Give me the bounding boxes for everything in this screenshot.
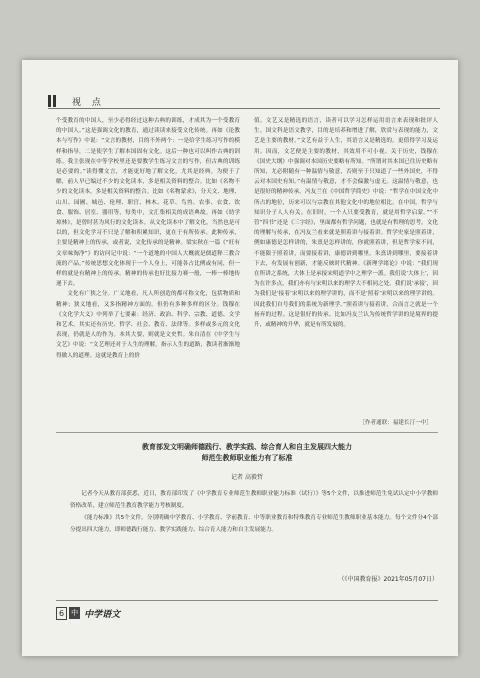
header-rule [48,108,440,109]
page-number: 6 [56,607,67,620]
news-title [56,442,438,464]
news-source: （《中国教育报》2021年05月07日） [338,576,438,583]
page-footer [56,606,120,620]
right-paragraph: 值。文艺又是精选的语言，读者可以学习怎样运用语言来表现和批评人生。国文科是语文教学，目的是培养和增进了解，欣赏与表现的能力，文艺是主要的教材。”文艺有益于人生，其语言又是精选的，更值得学习及运用。因而，文艺便是主要的教材，其效用不可小视。关于历史，钱穆在《国史大纲》中强调对本国历史要略有所知。“所谓对其本国已往历史略有所知，尤必附随有一种温情与敬意，否则至于只知道了一些外国史，不得云对本国史有知。”有温情与敬意，才不会偏激与虚无。这温情与敬意，也是很好的精神传承。冯友兰在《中国哲学简史》中说：“哲学在中国文化中所占的地位，历来可以与宗教在其他文化中的地位相比。在中国，哲学与知识分子人人有关。在旧时，一个人只要受教育，就是用哲学启蒙。”“不管”四书”还是《三字经》，里面都有哲学问题，也就是有哲理的思考。文化的理解与传承，在冯友兰看来就是照着讲与接着讲。哲学史家是照着讲，例如康德是怎样讲的，朱熹是怎样讲的，你就照着讲，但是哲学家不同，不能限于照着讲，而要接着讲，康德讲到哪里，朱熹讲到哪里，要接着讲下去，有发展有创新，才能反映时代精神。《新理学绪论》中说：“我们现在所讲之系统，大体上是承接宋明道学中之理学一派。我们说‘大体上’，因为在许多点，我们亦有与宋明以来的理学大不相同之处。我们说‘承接’，因为我们是‘接着’宋明以来的理学讲的，而不是‘照着’宋明以来的理学讲的。因此我们自号我们的系统为新理学。”照着讲与接着讲，合而言之就是一个扬弃的过程。这是很好的传承。比如冯友兰认为传统哲学讲的是境界的提升，或精神的升华，就是有所发展的。 [254,118,438,329]
left-column [56,116,240,406]
header-marker [48,95,51,107]
news-paragraph: 记者今天从教育部获悉，近日，教育部印发了《中学教育专业师范生教师职业能力标准（试行）》等5个文件，以推进师范生免试认定中小学教师资格改革，建立师范生教育教学能力考核制度。 [70,491,438,509]
news-reporter: 记者 高毅哲 [231,474,263,481]
author-contact: ［作者通联：福建长汀一中］ [359,420,432,426]
page-zh-mark: 中 [71,609,79,617]
news-paragraph: 《能力标准》共5个文件，分别明确中学教育、小学教育、学前教育、中等职业教育和特殊教育专业师范生教师职业基本能力。每个文件分4个部分提出四大能力，即师德践行能力、教学实践能力、综合育人能力和自主发展能力。 [70,515,438,533]
left-paragraph: 文化有广狭之分。广义地看，凡人所创造的都可称文化，包括物质和精神；狭义地看，又多指精神方面的，但仍有多种多样的区分。钱穆在《文化学大义》中列举了七要素：经济、政治、科学、宗教、道德、文学和艺术。其实还有历史、哲学、社会、教育、法律等。多样或多元的文化表现，仍就是人的作为。本其大要，则就是文史哲。朱自清在《中学生与文艺》中说：“文艺理还对于人生的理解，指示人生的道路，教读者渐渐地得做人的道理。这就是教育上的价 [56,291,240,359]
news-body [70,488,438,536]
news-title-line: 教育部发文明确师德践行、教学实践、综合育人和自主发展四大能力 [142,443,352,451]
left-paragraph: 个受教育的中国人，至少必得经过这种古典的训练，才成其为一个受教育的中国人。”这是强调文化的教育，通过读读来接受文化传统。再如《论教本与写作》中说：“文言的教材，目的不外两个：一是给学生练习写作的模样和指导，二是使学生了解本国固有文化。这后一种也可以叫作古典的训练。我主张现在中等学校里还是要教学生练习文言的写作，但古典的训练是必要的。”读得懂文言，才能更好地了解文化，尤其是经典。为便于了解，前人早已编过不少的文化读本，多是相关资料的整合。比如《名物不少的文化读本，多是相关资料的整合。比如《名物蒙求》，分天文、地理、山川、园圃、城邑、伦理、职官、林木、花草、鸟兽、农事、衣食、饮食、服饰、居室、器用等，每类中，文汇集相关的成语典故。再如《幼学琼林》，是曾时甚为风行的文化读本。从文化读本中了解文化，当然也是可以的，但文化学习不只是了解和积累知识，更在于有所传承。此种传承，主要是精神上的传承，或者说，文化传承的是精神。梁实秋在一篇《“旺有文章味淘净”》的访问记中说：“一个道地的中国人大概就是儒道释三教合流的产品。”传统思想文化体现于一个人身上，可能各占比例或有同，但一样的就是有精神上的传承。精神的传承也好比接力赛一般，一棒一棒地传递下去。 [56,118,240,288]
magazine-title: 中学语文 [84,609,121,620]
section-header [48,94,158,108]
section-label: 视 点 [72,97,105,108]
footer-rule [56,600,438,601]
right-column [254,116,438,404]
news-divider [56,432,438,433]
header-marker [53,95,56,107]
news-subtitle: 师范生教师职业能力有了标准 [201,454,293,462]
